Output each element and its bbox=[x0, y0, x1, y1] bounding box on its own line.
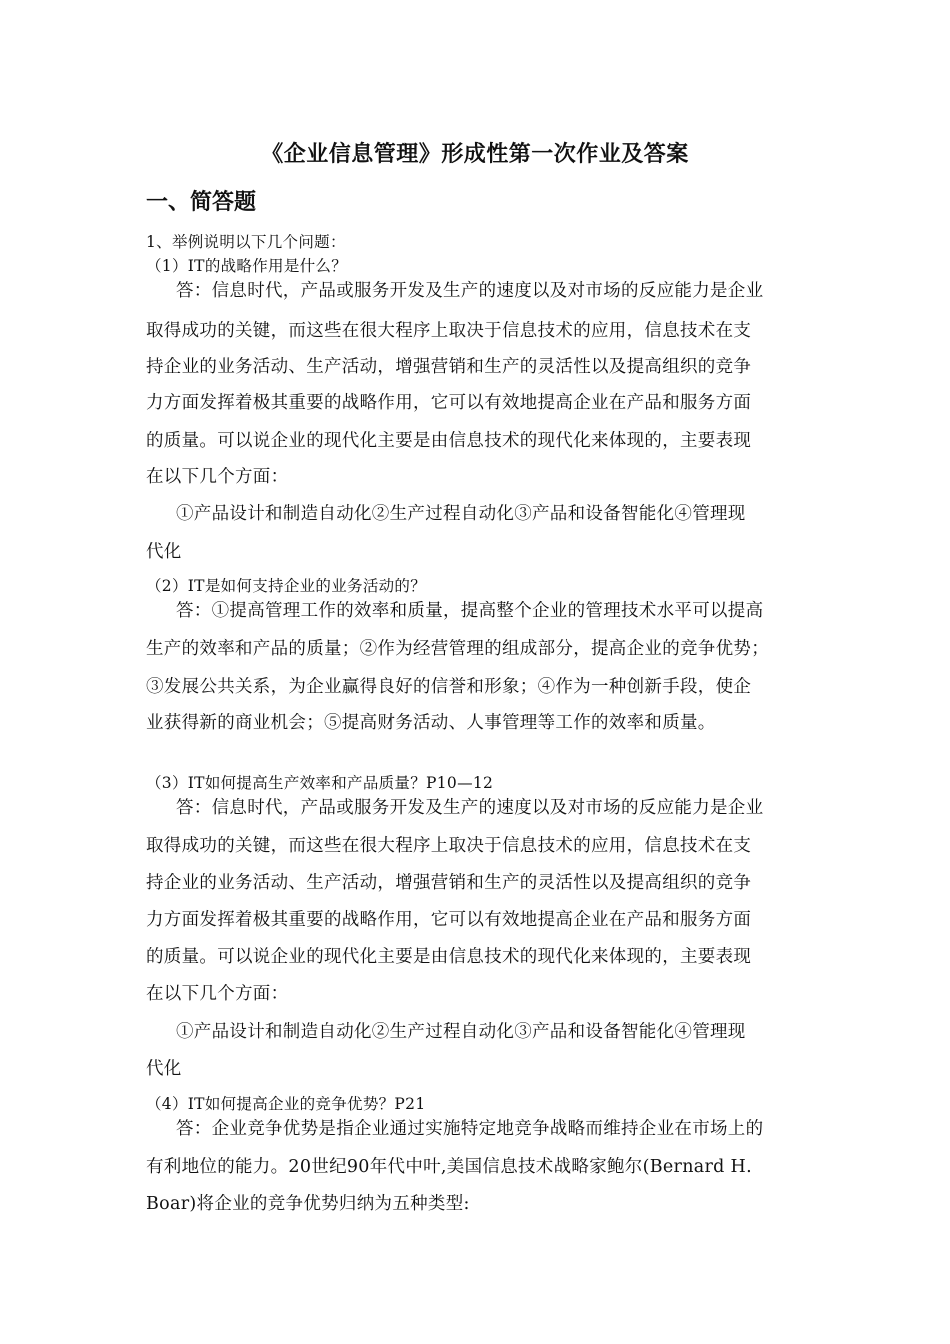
answer-3-line: 的质量。可以说企业的现代化主要是由信息技术的现代化来体现的，主要表现 bbox=[146, 947, 752, 967]
answer-1-line: 代化 bbox=[146, 542, 182, 562]
answer-1-line: 的质量。可以说企业的现代化主要是由信息技术的现代化来体现的，主要表现 bbox=[146, 431, 752, 451]
answer-4-line: 答：企业竞争优势是指企业通过实施特定地竞争战略而维持企业在市场上的 bbox=[176, 1119, 764, 1139]
answer-2-line: ③发展公共关系，为企业赢得良好的信誉和形象；④作为一种创新手段，使企 bbox=[146, 677, 752, 697]
answer-1-line: ①产品设计和制造自动化②生产过程自动化③产品和设备智能化④管理现 bbox=[176, 504, 746, 524]
answer-2-line: 答：①提高管理工作的效率和质量，提高整个企业的管理技术水平可以提高 bbox=[176, 601, 764, 621]
subquestion-2: （2）IT是如何支持企业的业务活动的？ bbox=[146, 577, 427, 595]
document-title: 《企业信息管理》形成性第一次作业及答案 bbox=[261, 142, 689, 167]
answer-2-line: 生产的效率和产品的质量；②作为经营管理的组成部分，提高企业的竞争优势； bbox=[146, 639, 769, 659]
subquestion-1: （1）IT的战略作用是什么？ bbox=[146, 257, 348, 275]
answer-3-line: 取得成功的关键，而这些在很大程序上取决于信息技术的应用，信息技术在支 bbox=[146, 836, 752, 856]
answer-1-line: 取得成功的关键，而这些在很大程序上取决于信息技术的应用，信息技术在支 bbox=[146, 321, 752, 341]
subquestion-3: （3）IT如何提高生产效率和产品质量？P10—12 bbox=[146, 774, 494, 792]
answer-4-line: 有利地位的能力。20世纪90年代中叶,美国信息技术战略家鲍尔(Bernard H. bbox=[146, 1157, 752, 1177]
answer-1-line: 力方面发挥着极其重要的战略作用，它可以有效地提高企业在产品和服务方面 bbox=[146, 393, 752, 413]
answer-1-line: 在以下几个方面： bbox=[146, 467, 289, 487]
answer-3-line: ①产品设计和制造自动化②生产过程自动化③产品和设备智能化④管理现 bbox=[176, 1022, 746, 1042]
question-1: 1、举例说明以下几个问题： bbox=[146, 233, 346, 251]
answer-1-line: 答：信息时代，产品或服务开发及生产的速度以及对市场的反应能力是企业 bbox=[176, 281, 764, 301]
answer-3-line: 答：信息时代，产品或服务开发及生产的速度以及对市场的反应能力是企业 bbox=[176, 798, 764, 818]
section-heading: 一、简答题 bbox=[146, 190, 257, 215]
answer-3-line: 代化 bbox=[146, 1059, 182, 1079]
subquestion-4: （4）IT如何提高企业的竞争优势？P21 bbox=[146, 1095, 426, 1113]
answer-2-line: 业获得新的商业机会；⑤提高财务活动、人事管理等工作的效率和质量。 bbox=[146, 713, 716, 733]
answer-3-line: 在以下几个方面： bbox=[146, 984, 289, 1004]
answer-3-line: 持企业的业务活动、生产活动，增强营销和生产的灵活性以及提高组织的竞争 bbox=[146, 873, 752, 893]
answer-3-line: 力方面发挥着极其重要的战略作用，它可以有效地提高企业在产品和服务方面 bbox=[146, 910, 752, 930]
answer-4-line: Boar)将企业的竞争优势归纳为五种类型: bbox=[146, 1194, 470, 1214]
answer-1-line: 持企业的业务活动、生产活动，增强营销和生产的灵活性以及提高组织的竞争 bbox=[146, 357, 752, 377]
